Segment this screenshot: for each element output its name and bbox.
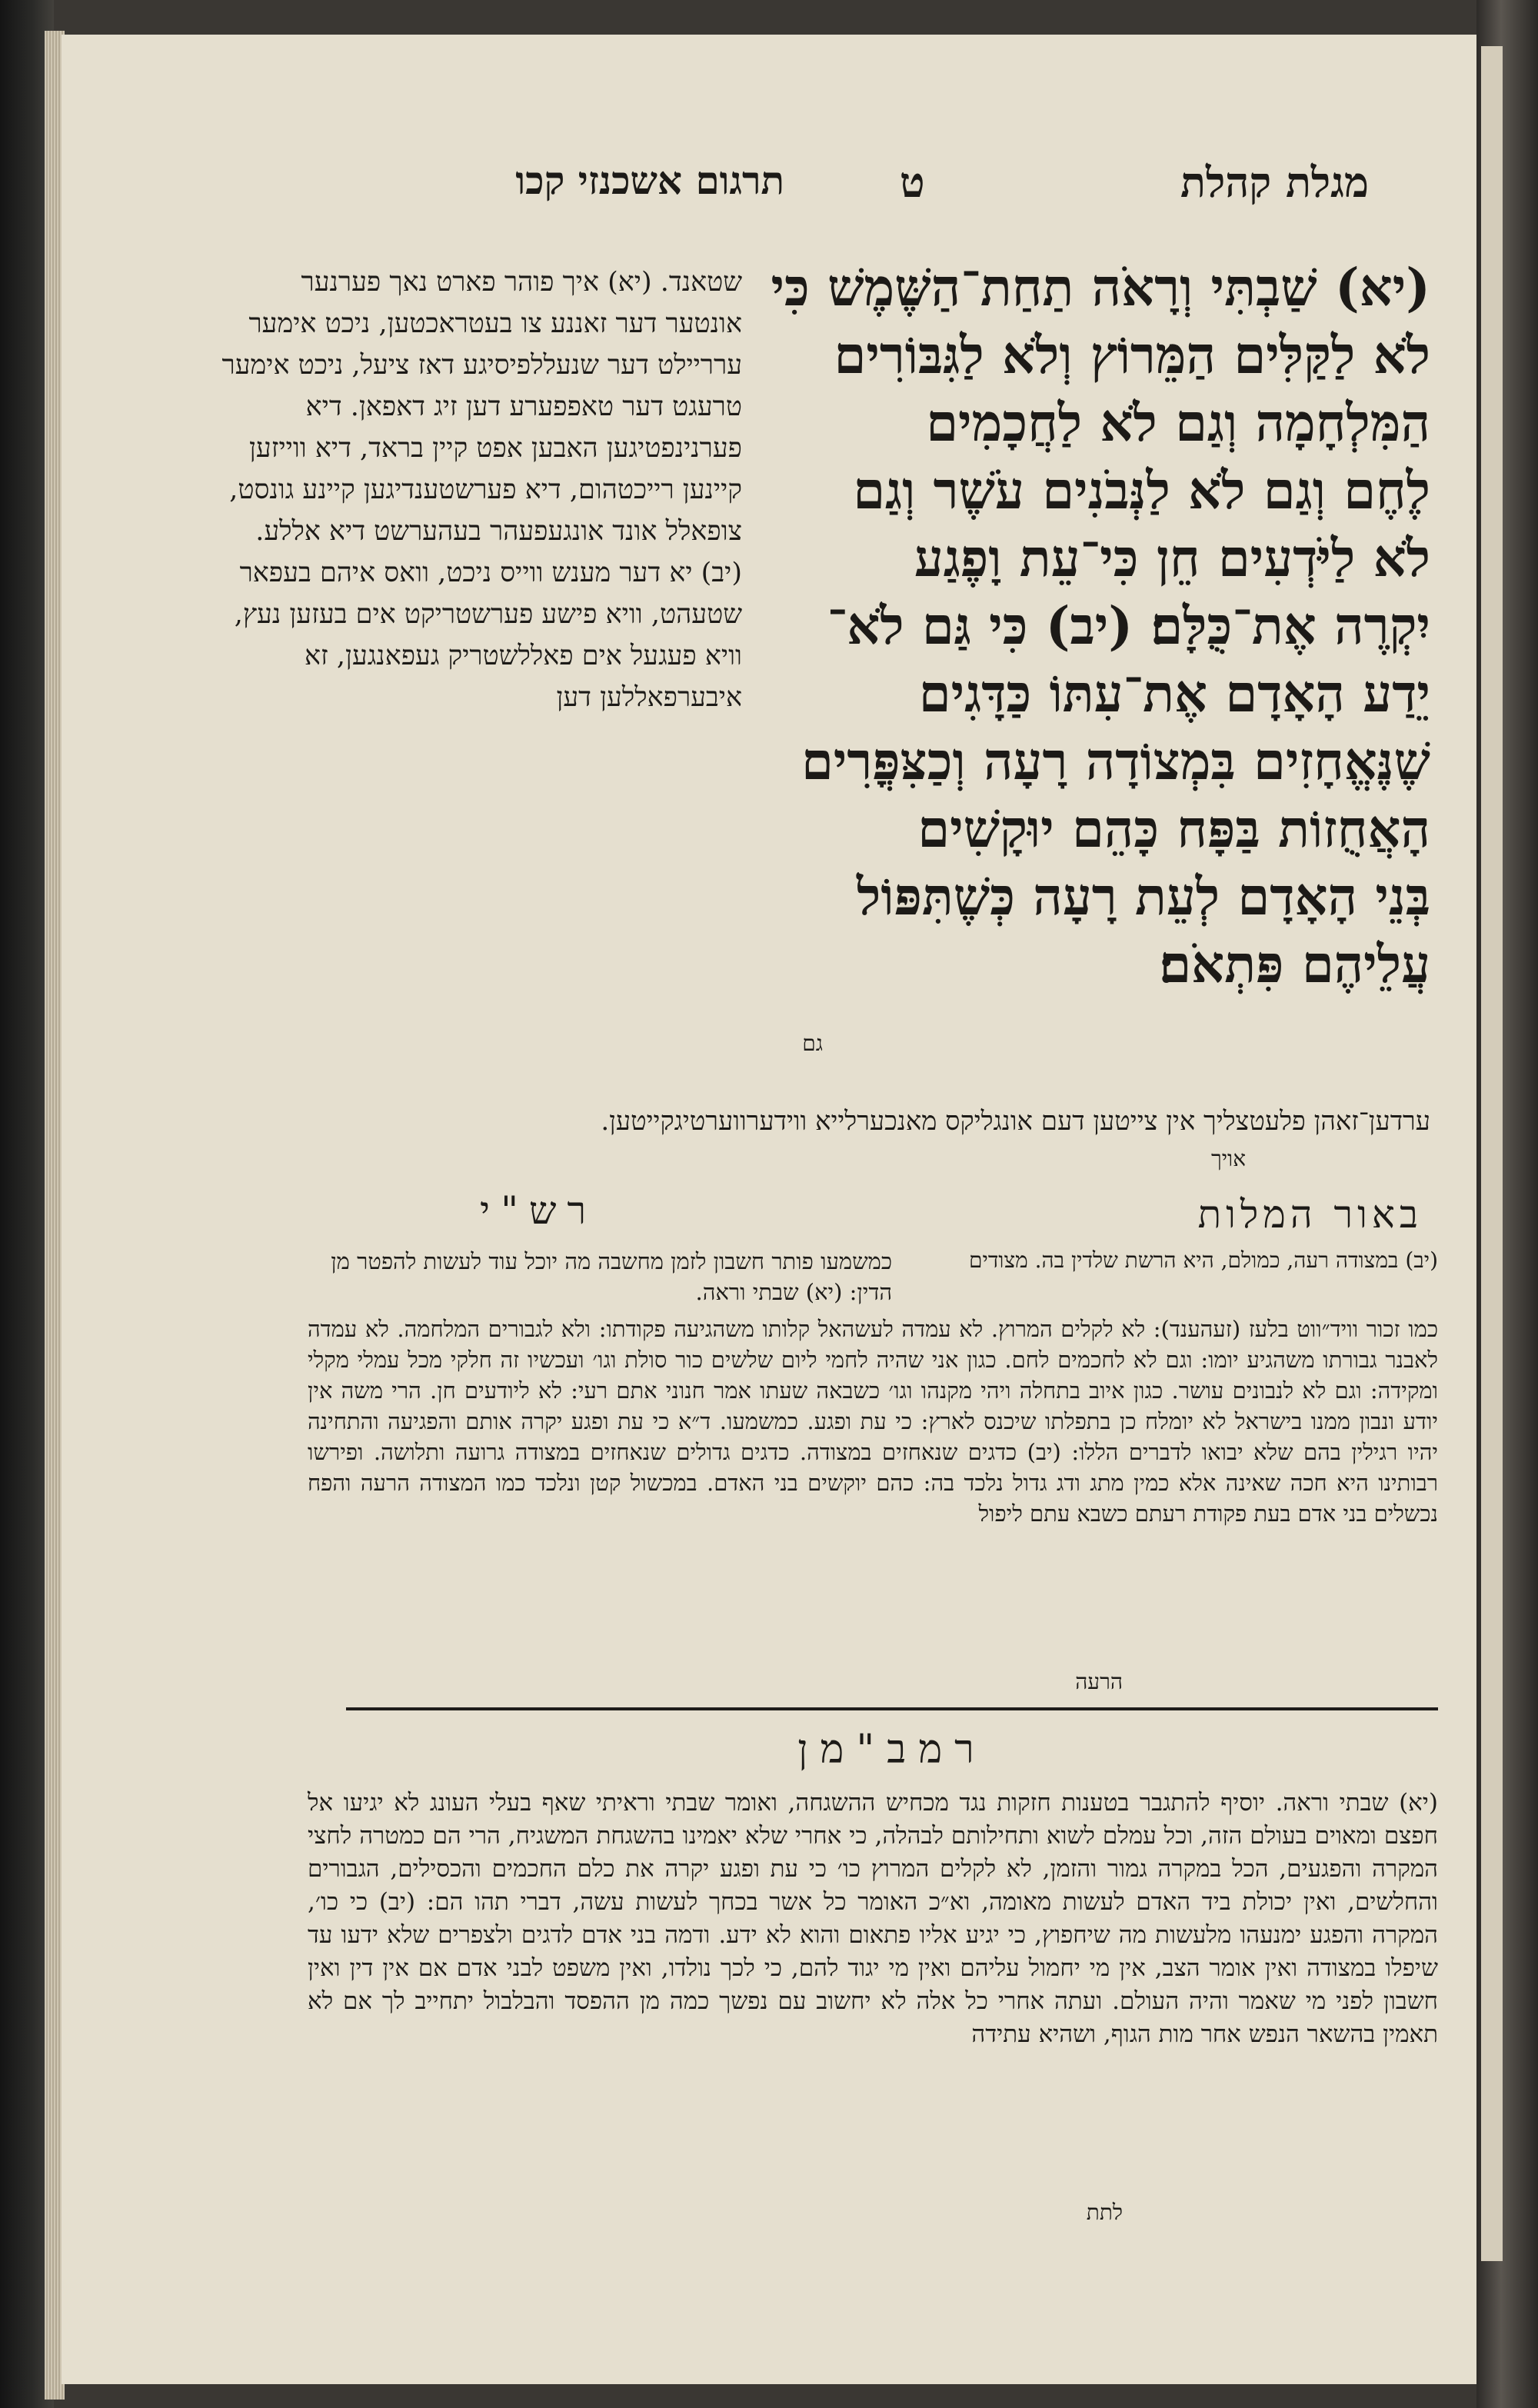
targum-title: תרגום אשכנזי קכו <box>515 158 784 203</box>
targum-column: שטאנד. (יא) איך פוהר פארט נאך פערנער אונטער דער זאננע צו בעטראכטען, ניכט אימער ערריילט דער שנעללפיסיגע דאז ציעל, ניכט אימער טרעגט דער טאפפערע דען זיג דאפאן. דיא פערנינפטיגען האבען אפט קיין בראד, דיא ווייזען קיינען רייכטהום, דיא פערשטענדיגען קיינע גונסט, צופאלל אונד אונגעפעהר בעהערשט דיא אללע. (יב) יא דער מענש ווייס ניכט, וואס איהם בעפאר שטעהט, וויא פישע פערשטריקט אים בעזען נעץ, וויא פעגעל אים פאללשטריק געפאנגען, זא איבערפאללען דען <box>221 267 742 713</box>
verse-line: יִקְרֶה אֶת־כֻּלָּם׃ (יב) כִּי גַּם לֹא־ <box>827 595 1430 656</box>
verse-catchword: גם <box>802 1031 823 1056</box>
biur-text: (יב) במצודה רעה, כמולם, היא הרשת שלדין בה. מצודים <box>969 1247 1438 1273</box>
facing-page-edge <box>1476 0 1538 2408</box>
ramban-heading: רמב"מן <box>797 1727 987 1773</box>
page-title: מגלת קהלת <box>1180 158 1369 207</box>
verse-line: שֶׁנֶּאֱחָזִים בִּמְצוֹדָה רָעָה וְכַצִּפֳּרִים <box>801 731 1430 791</box>
rashi-intro-text: כמשמעו פותר חשבון לזמן מחשבה מה יוכל עוד לעשות להפטר מן הדין: (יא) שבתי וראה. <box>331 1248 892 1305</box>
book-page <box>62 35 1476 2384</box>
section-divider <box>346 1707 1438 1710</box>
verse-line: לֶחֶם וְגַם לֹא לַנְּבֹנִים עֹשֶׁר וְגַם <box>853 460 1430 521</box>
verse-line: הָאֲחֻזוֹת בַּפָּח כָּהֵם יוּקָשִׁים <box>917 798 1430 859</box>
verse-line: יֵדַע הָאָדָם אֶת־עִתּוֹ כַּדָּגִים <box>918 663 1430 724</box>
rashi-heading: רש"י <box>479 1188 598 1233</box>
targum-full-line: ערדען־זאהן פלעטצליך אין צייטען דעם אונגליקס מאנכערלייא ווידערווערטיגקייטען. <box>601 1106 1430 1137</box>
chapter-number: ט <box>900 158 925 207</box>
facing-page-sliver <box>1481 46 1503 2261</box>
biur-heading: באור המלות <box>1197 1192 1423 1237</box>
ramban-catchword: לתת <box>1086 2200 1123 2225</box>
ramban-text: (יא) שבתי וראה. יוסיף להתגבר בטענות חזקות נגד מכחיש ההשגחה, ואומר שבתי וראיתי שאף בעלי העונג לא יגיעו אל חפצם ומאוים בעולם הזה, וכל עמלם לשוא ותחילותם לבהלה, כי אחרי שלא יאמינו בהשגחת המשגיח, הרי הם כמטרה לחצי המקרה והפגעים, הכל במקרה גמור והזמן, לא לקלים המרוץ כו׳ כי עת ופגע יקרה את כלם החכמים והכסילים, הגבורים והחלשים, ואין יכולת ביד האדם לעשות מאומה, וא״כ האומר כל אשר בכחך לעשות עשה, דברי תהו הם: (יב) כי כו׳, המקרה והפגע ימנעהו מלעשות מה שיחפוץ, כי יגיע אליו פתאום והוא לא ידע. ודמה בני אדם לדגים ולצפרים שלא ידעו עד שיפלו במצודה ואין אומר הצב, אין מי יחמול עליהם ואין מי יגוד להם, כי לכך נולדו, ואין משפט לבני אדם אם אין דין ואין חשבון לפני מי שאמר והיה העולם. ועתה אחרי כל אלה לא יחשוב עם נפשך כמה מן ההפסד והבלבול יתחייב לך אם לא תאמין בהשאר הנפש אחר מות הגוף, ושהיא עתידה <box>308 1789 1438 2048</box>
verse-line: (יא) שַׁבְתִּי וְרָאֹה תַחַת־הַשֶּׁמֶשׁ כִּי <box>771 257 1430 318</box>
verse-line: הַמִּלְחָמָה וְגַם לֹא לַחֲכָמִים <box>926 392 1430 453</box>
verse-line: לֹא לַקַּלִּים הַמֵּרוֹץ וְלֹא לַגִּבּוֹרִים <box>834 325 1430 385</box>
verse-line: בְּנֵי הָאָדָם לְעֵת רָעָה כְּשֶׁתִּפּוֹל <box>857 866 1430 927</box>
commentary-catchword: הרעה <box>1075 1669 1123 1694</box>
targum-catchword: אויך <box>1210 1146 1246 1171</box>
commentary-body: כמו זכור וויד״ווט בלעז (זעהענד): לא לקלים המרוץ. לא עמדה לעשהאל קלותו משהגיעה פקודתו: ולא לגבורים המלחמה. לא עמדה לאבנר גבורתו משהגיע יומו: וגם לא לחכמים לחם. כגון אני שהיה לחמי ליום שלשים כור סולת וגו׳ ועכשיו זה חלקי מכל עמלי מקלי ומקידה: וגם לא לנבונים עושר. כגון איוב בתחלה ויהי מקנהו וגו׳ כשבאה שעתו אמר חנוני אתם רעי: לא ליודעים חן. הרי משה אין יודע ונבון ממנו בישראל לא יומלח כן בתפלתו שיכנס לארץ: כי עת ופגע. כמשמעו. ד״א כי עת ופגע יקרה אותם והפגיעה והתחינה יהיו רגילין בהם שלא יבואו לדברים הללו: (יב) כדגים שנאחזים במצודה. כדגים גדולים שנאחזים במצודה גרועה ותלושה. ופירשו רבותינו היא חכה שאינה אלא כמין מתג ודג גדול נלכד בה: כהם יוקשים בני האדם. במכשול קטן ונלכד כמו המצודה הרעה והפח נכשלים בני אדם בעת פקודת רעתם כשבא עתם ליפול <box>308 1316 1438 1527</box>
verse-text-block <box>754 254 1430 998</box>
verse-line: עֲלֵיהֶם פִּתְאֹם׃ <box>1159 934 1430 994</box>
verse-line: לֹא לַיֹּדְעִים חֵן כִּי־עֵת וָפֶגַע <box>914 528 1430 588</box>
